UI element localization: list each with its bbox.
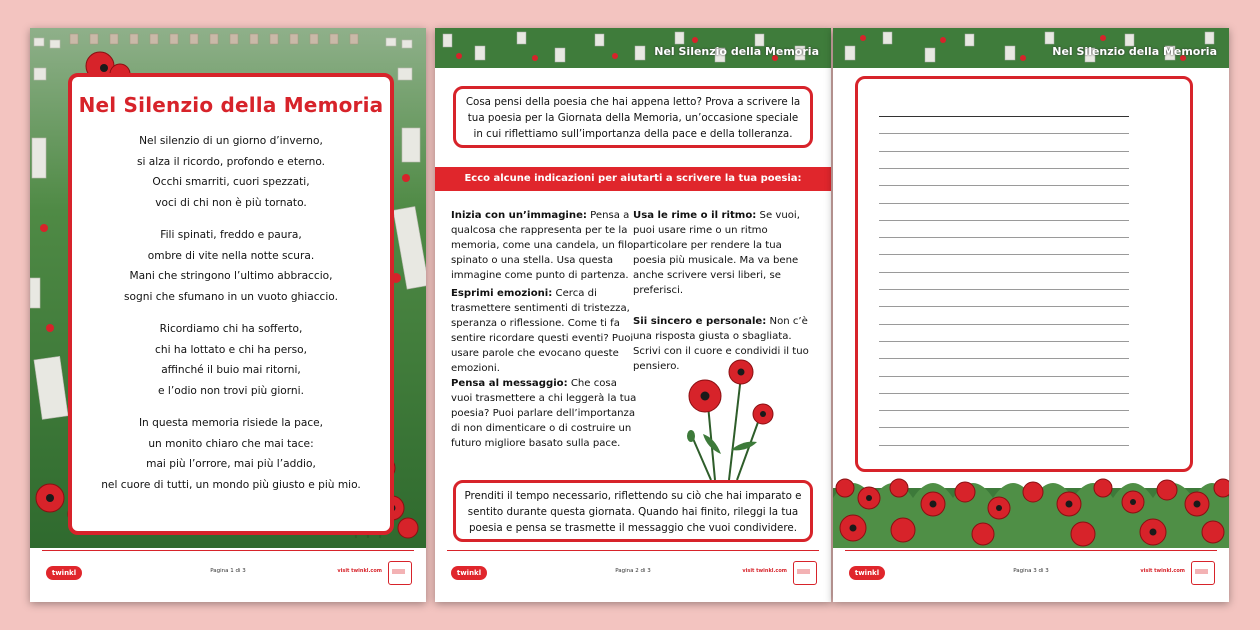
visit-link[interactable]: visit twinkl.com <box>337 568 382 574</box>
poem-stanza <box>78 131 384 213</box>
poem-line: affinché il buio mai ritorni, <box>161 364 301 376</box>
header-title: Nel Silenzio della Memoria <box>654 45 819 58</box>
visit-link[interactable]: visit twinkl.com <box>1140 568 1185 574</box>
page-footer <box>435 550 831 602</box>
tip-text: Cerca di trasmettere sentimenti di tristezza, speranza o riflessione. Come ti fa sentire ricordare questi eventi? Puoi usare parole che evocano queste emozioni. <box>451 288 634 374</box>
footer-rule <box>845 550 1217 551</box>
poem-page <box>30 28 426 602</box>
tip-item <box>451 208 637 283</box>
poem-line: e l’odio non trovi più giorni. <box>158 384 304 397</box>
poem-line: Fili spinati, freddo e paura, <box>160 229 302 241</box>
twinkl-logo[interactable]: twinkl <box>451 566 487 580</box>
writing-line[interactable] <box>879 116 1129 117</box>
page-footer <box>30 550 426 602</box>
writing-line[interactable] <box>879 220 1129 221</box>
writing-page <box>833 28 1229 602</box>
poem-stanza <box>78 225 384 307</box>
poppy-field-illustration <box>833 448 1229 548</box>
writing-line[interactable] <box>879 376 1129 377</box>
writing-line[interactable] <box>879 306 1129 307</box>
quality-badge-icon <box>793 561 817 585</box>
tip-item <box>633 208 813 298</box>
poem-line: Occhi smarriti, cuori spezzati, <box>152 176 310 188</box>
tip-title: Sii sincero e personale: <box>633 316 767 327</box>
poem-stanza <box>78 319 384 401</box>
quality-badge-icon <box>388 561 412 585</box>
writing-line[interactable] <box>879 393 1129 394</box>
twinkl-logo[interactable]: twinkl <box>849 566 885 580</box>
poem-line: Ricordiamo chi ha sofferto, <box>159 323 303 335</box>
poem-line: Mani che stringono l’ultimo abbraccio, <box>129 270 333 282</box>
writing-frame <box>855 76 1193 472</box>
page-footer <box>833 550 1229 602</box>
writing-line[interactable] <box>879 289 1129 290</box>
tip-title: Esprimi emozioni: <box>451 288 553 299</box>
footer-rule <box>447 550 819 551</box>
poem-line: In questa memoria risiede la pace, <box>138 417 324 429</box>
poem-title: Nel Silenzio della Memoria <box>78 93 384 117</box>
closing-box: Prenditi il tempo necessario, riflettendo su ciò che hai imparato e sentito durante questa giornata. Quando hai finito, rileggi la tua poesia e pensa se trasmette il messaggio che vuoi condividere. <box>453 480 813 542</box>
poem-line: chi ha lottato e chi ha perso, <box>155 343 307 356</box>
writing-line[interactable] <box>879 203 1129 204</box>
twinkl-logo[interactable]: twinkl <box>46 566 82 580</box>
poem-line: Nel silenzio di un giorno d’inverno, <box>139 135 323 147</box>
poem-line: mai più l’orrore, mai più l’addio, <box>146 458 316 470</box>
tip-text: Non c’è una risposta giusta o sbagliata. Scrivi con il cuore e condividi il tuo pensiero. <box>633 316 809 372</box>
writing-line[interactable] <box>879 254 1129 255</box>
writing-line[interactable] <box>879 237 1129 238</box>
poem-line: si alza il ricordo, profondo e eterno. <box>136 155 326 168</box>
intro-box: Cosa pensi della poesia che hai appena letto? Prova a scrivere la tua poesia per la Giornata della Memoria, un’occasione speciale in cui riflettiamo sull’importanza della pace e della tolleranza. <box>453 86 813 148</box>
writing-line[interactable] <box>879 272 1129 273</box>
header-title: Nel Silenzio della Memoria <box>1052 45 1217 58</box>
writing-line[interactable] <box>879 185 1129 186</box>
tip-title: Pensa al messaggio: <box>451 378 568 389</box>
tip-text: Se vuoi, puoi usare rime o un ritmo particolare per rendere la tua poesia più musicale. Ma va bene anche scrivere versi liberi, se preferisci. <box>633 210 800 296</box>
tip-text: Che cosa vuoi trasmettere a chi leggerà la tua poesia? Puoi parlare dell’importanza di non dimenticare o di costruire un futuro migliore basato sulla pace. <box>451 378 637 449</box>
writing-line[interactable] <box>879 410 1129 411</box>
writing-line[interactable] <box>879 151 1129 152</box>
writing-line[interactable] <box>879 341 1129 342</box>
poem-frame <box>68 73 394 535</box>
tip-title: Usa le rime o il ritmo: <box>633 210 757 221</box>
writing-line[interactable] <box>879 324 1129 325</box>
tip-title: Inizia con un’immagine: <box>451 210 587 221</box>
instructions-page <box>435 28 831 602</box>
writing-line[interactable] <box>879 168 1129 169</box>
poem-line: nel cuore di tutti, un mondo più giusto e più mio. <box>101 478 361 491</box>
poem-text <box>78 131 384 507</box>
tip-text: Pensa a qualcosa che rappresenta per te la memoria, come una candela, un filo spinato o una stella. Usa questa immagine come punto di partenza. <box>451 210 634 281</box>
tip-item <box>451 286 637 376</box>
tip-item <box>451 376 637 451</box>
poem-line: voci di chi non è più tornato. <box>155 196 307 209</box>
quality-badge-icon <box>1191 561 1215 585</box>
poem-line: un monito chiaro che mai tace: <box>148 437 314 450</box>
footer-rule <box>42 550 414 551</box>
writing-line[interactable] <box>879 427 1129 428</box>
page-number: Pagina 2 di 3 <box>615 568 651 574</box>
poem-stanza <box>78 413 384 495</box>
tips-banner: Ecco alcune indicazioni per aiutarti a scrivere la tua poesia: <box>435 167 831 191</box>
poem-line: ombre di vite nella notte scura. <box>147 249 315 262</box>
page-number: Pagina 1 di 3 <box>210 568 246 574</box>
poem-line: sogni che sfumano in un vuoto ghiaccio. <box>124 290 338 303</box>
page-number: Pagina 3 di 3 <box>1013 568 1049 574</box>
writing-line[interactable] <box>879 133 1129 134</box>
writing-line[interactable] <box>879 358 1129 359</box>
poppy-illustration <box>671 354 781 480</box>
visit-link[interactable]: visit twinkl.com <box>742 568 787 574</box>
writing-line[interactable] <box>879 445 1129 446</box>
